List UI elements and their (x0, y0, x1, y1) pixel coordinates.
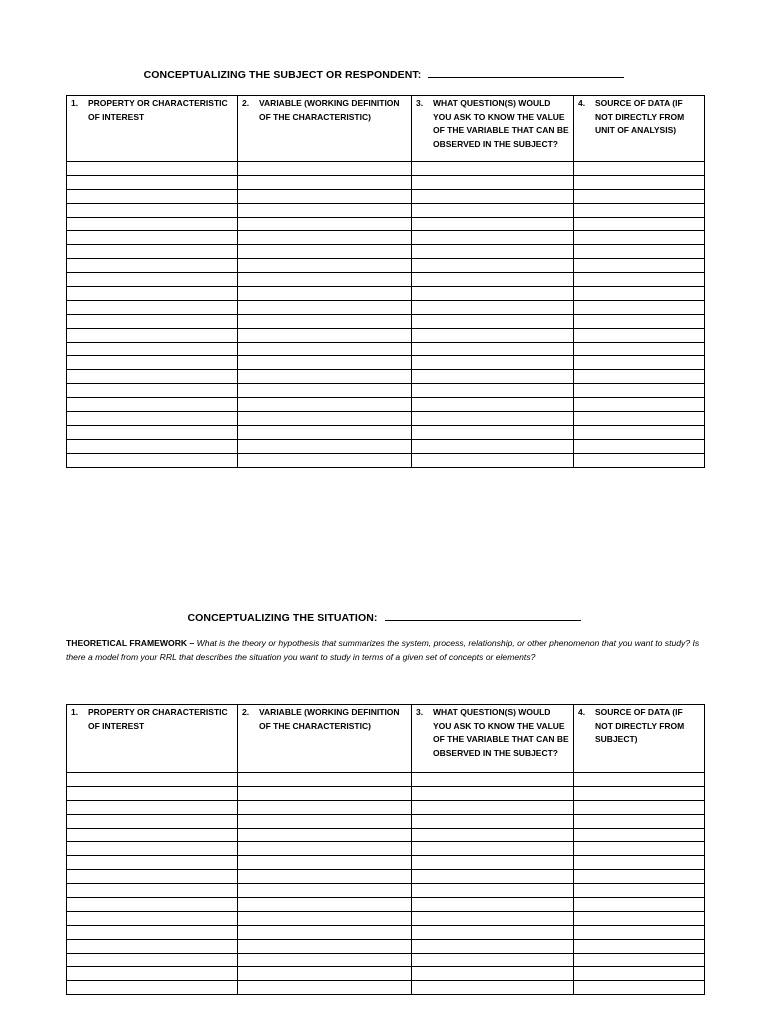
framework-label: THEORETICAL FRAMEWORK – (66, 638, 195, 648)
table-cell[interactable] (412, 773, 574, 787)
table-cell[interactable] (412, 162, 574, 176)
framework-text: What is the theory or hypothesis that summarizes the system, process, relationship, or other phenomenon that you want to study? Is there a model from your RRL that describes the situation you want to study in terms of a given set of concepts or elements? (66, 638, 700, 662)
table-cell[interactable] (67, 842, 238, 856)
table-row (67, 231, 705, 245)
table-cell[interactable] (67, 800, 238, 814)
table-cell[interactable] (412, 800, 574, 814)
table-cell[interactable] (412, 273, 574, 287)
table-cell[interactable] (412, 175, 574, 189)
table-cell[interactable] (67, 217, 238, 231)
table-cell[interactable] (238, 356, 412, 370)
table-row (67, 939, 705, 953)
table-cell[interactable] (574, 300, 705, 314)
table-cell[interactable] (238, 453, 412, 467)
table-row (67, 300, 705, 314)
table-cell[interactable] (238, 162, 412, 176)
table-cell[interactable] (412, 439, 574, 453)
table-cell[interactable] (67, 203, 238, 217)
table-cell[interactable] (412, 384, 574, 398)
table-cell[interactable] (238, 981, 412, 995)
table-cell[interactable] (238, 898, 412, 912)
table-cell[interactable] (238, 259, 412, 273)
table-cell[interactable] (574, 828, 705, 842)
table-row (67, 370, 705, 384)
table-cell[interactable] (412, 884, 574, 898)
table-cell[interactable] (238, 870, 412, 884)
table-cell[interactable] (412, 911, 574, 925)
table-cell[interactable] (67, 953, 238, 967)
table-cell[interactable] (412, 342, 574, 356)
table-body (67, 162, 705, 468)
table-row (67, 856, 705, 870)
table-cell[interactable] (574, 370, 705, 384)
table-cell[interactable] (67, 412, 238, 426)
table-cell[interactable] (238, 439, 412, 453)
table-cell[interactable] (574, 800, 705, 814)
table-cell[interactable] (238, 856, 412, 870)
table-row (67, 842, 705, 856)
table-cell[interactable] (238, 842, 412, 856)
table-row (67, 398, 705, 412)
table-row (67, 425, 705, 439)
table-cell[interactable] (238, 828, 412, 842)
situation-variables-table (66, 704, 705, 995)
table-cell[interactable] (574, 273, 705, 287)
table-cell[interactable] (574, 398, 705, 412)
table-cell[interactable] (412, 898, 574, 912)
table-cell[interactable] (238, 328, 412, 342)
table-cell[interactable] (412, 925, 574, 939)
table-cell[interactable] (238, 384, 412, 398)
table-cell[interactable] (412, 814, 574, 828)
table-cell[interactable] (412, 300, 574, 314)
table-cell[interactable] (574, 412, 705, 426)
table-cell[interactable] (574, 328, 705, 342)
table-cell[interactable] (67, 231, 238, 245)
table-cell[interactable] (238, 398, 412, 412)
table-cell[interactable] (574, 842, 705, 856)
section1-heading (0, 67, 768, 81)
situation-blank-line[interactable] (385, 610, 581, 621)
table-row (67, 384, 705, 398)
section2-title: CONCEPTUALIZING THE SITUATION: (187, 612, 378, 624)
table-cell[interactable] (238, 300, 412, 314)
table-row (67, 245, 705, 259)
table-cell[interactable] (67, 384, 238, 398)
table-cell[interactable] (412, 953, 574, 967)
table-cell[interactable] (574, 259, 705, 273)
table-row (67, 925, 705, 939)
table-cell[interactable] (574, 856, 705, 870)
table-cell[interactable] (574, 162, 705, 176)
table-cell[interactable] (238, 217, 412, 231)
table-row (67, 175, 705, 189)
table-cell[interactable] (574, 189, 705, 203)
table-row (67, 287, 705, 301)
table-cell[interactable] (67, 856, 238, 870)
table-cell[interactable] (238, 342, 412, 356)
table-cell[interactable] (412, 356, 574, 370)
table-cell[interactable] (574, 939, 705, 953)
table-cell[interactable] (574, 314, 705, 328)
table-row (67, 884, 705, 898)
table-cell[interactable] (238, 773, 412, 787)
table-cell[interactable] (67, 828, 238, 842)
table-cell[interactable] (67, 870, 238, 884)
theoretical-framework-paragraph (66, 637, 706, 664)
table-row (67, 786, 705, 800)
column-header-variable: 2. VARIABLE (WORKING DEFINITION OF THE CHARACTERISTIC) (238, 96, 412, 162)
table-row (67, 814, 705, 828)
table-cell[interactable] (574, 981, 705, 995)
table-cell[interactable] (574, 898, 705, 912)
table-cell[interactable] (574, 925, 705, 939)
table-cell[interactable] (67, 356, 238, 370)
table-row (67, 967, 705, 981)
table-cell[interactable] (67, 273, 238, 287)
table-row (67, 328, 705, 342)
table-cell[interactable] (412, 189, 574, 203)
table-cell[interactable] (412, 412, 574, 426)
table-cell[interactable] (67, 189, 238, 203)
table-cell[interactable] (574, 453, 705, 467)
table-cell[interactable] (67, 884, 238, 898)
table-cell[interactable] (412, 967, 574, 981)
table-cell[interactable] (67, 967, 238, 981)
table-cell[interactable] (574, 814, 705, 828)
column-header-property: 1. PROPERTY OR CHARACTERISTIC OF INTEREST (67, 705, 238, 773)
table-cell[interactable] (238, 273, 412, 287)
table-cell[interactable] (238, 203, 412, 217)
table-header-row (67, 96, 705, 162)
table-row (67, 356, 705, 370)
table-cell[interactable] (412, 245, 574, 259)
table-cell[interactable] (412, 870, 574, 884)
table-cell[interactable] (67, 453, 238, 467)
table-header-row (67, 705, 705, 773)
table-cell[interactable] (574, 967, 705, 981)
table-cell[interactable] (412, 453, 574, 467)
table-cell[interactable] (412, 217, 574, 231)
table-cell[interactable] (238, 911, 412, 925)
table-cell[interactable] (574, 231, 705, 245)
table-cell[interactable] (67, 300, 238, 314)
column-header-source: 4. SOURCE OF DATA (IF NOT DIRECTLY FROM SUBJECT) (574, 705, 705, 773)
table-cell[interactable] (238, 939, 412, 953)
table-cell[interactable] (67, 259, 238, 273)
table-cell[interactable] (412, 856, 574, 870)
section2-heading (0, 610, 768, 624)
table-cell[interactable] (67, 981, 238, 995)
table-cell[interactable] (574, 175, 705, 189)
table-cell[interactable] (574, 953, 705, 967)
table-cell[interactable] (238, 370, 412, 384)
table-cell[interactable] (412, 828, 574, 842)
table-row (67, 870, 705, 884)
table-row (67, 189, 705, 203)
subject-variables-table (66, 95, 705, 468)
respondent-blank-line[interactable] (428, 67, 624, 78)
table-cell[interactable] (412, 786, 574, 800)
table-cell[interactable] (238, 189, 412, 203)
table-row (67, 911, 705, 925)
table-cell[interactable] (238, 786, 412, 800)
table-cell[interactable] (238, 814, 412, 828)
table-cell[interactable] (412, 203, 574, 217)
table-cell[interactable] (238, 425, 412, 439)
table-cell[interactable] (574, 384, 705, 398)
table-row (67, 259, 705, 273)
table-cell[interactable] (574, 217, 705, 231)
table-cell[interactable] (574, 356, 705, 370)
table-cell[interactable] (67, 425, 238, 439)
table-cell[interactable] (574, 342, 705, 356)
table-row (67, 773, 705, 787)
table-cell[interactable] (412, 981, 574, 995)
table-row (67, 203, 705, 217)
table-cell[interactable] (238, 412, 412, 426)
table-row (67, 800, 705, 814)
table-cell[interactable] (574, 786, 705, 800)
table-row (67, 342, 705, 356)
table-cell[interactable] (574, 911, 705, 925)
column-header-property: 1. PROPERTY OR CHARACTERISTIC OF INTEREST (67, 96, 238, 162)
table-cell[interactable] (238, 967, 412, 981)
table-cell[interactable] (67, 814, 238, 828)
table-cell[interactable] (412, 259, 574, 273)
table-cell[interactable] (574, 773, 705, 787)
table-cell[interactable] (574, 425, 705, 439)
table-cell[interactable] (412, 231, 574, 245)
table-cell[interactable] (574, 884, 705, 898)
table-cell[interactable] (67, 939, 238, 953)
table-cell[interactable] (412, 398, 574, 412)
table-cell[interactable] (238, 925, 412, 939)
table-row (67, 981, 705, 995)
table-cell[interactable] (67, 398, 238, 412)
table-cell[interactable] (574, 245, 705, 259)
table-cell[interactable] (412, 939, 574, 953)
section1-title: CONCEPTUALIZING THE SUBJECT OR RESPONDENT: (143, 69, 422, 81)
table-cell[interactable] (67, 773, 238, 787)
table-row (67, 453, 705, 467)
table-cell[interactable] (238, 884, 412, 898)
table-row (67, 898, 705, 912)
table-body (67, 773, 705, 995)
table-cell[interactable] (238, 245, 412, 259)
table-cell[interactable] (412, 287, 574, 301)
table-cell[interactable] (574, 870, 705, 884)
column-header-variable: 2. VARIABLE (WORKING DEFINITION OF THE CHARACTERISTIC) (238, 705, 412, 773)
table-cell[interactable] (238, 231, 412, 245)
table-cell[interactable] (238, 175, 412, 189)
table-cell[interactable] (67, 175, 238, 189)
table-cell[interactable] (412, 425, 574, 439)
table-row (67, 828, 705, 842)
table-cell[interactable] (574, 287, 705, 301)
table-cell[interactable] (67, 328, 238, 342)
table-row (67, 439, 705, 453)
table-cell[interactable] (67, 370, 238, 384)
table-cell[interactable] (574, 203, 705, 217)
table-row (67, 314, 705, 328)
column-header-question: 3. WHAT QUESTION(S) WOULD YOU ASK TO KNOW THE VALUE OF THE VARIABLE THAT CAN BE OBSERVED IN THE SUBJECT? (412, 705, 574, 773)
column-header-source: 4. SOURCE OF DATA (IF NOT DIRECTLY FROM UNIT OF ANALYSIS) (574, 96, 705, 162)
table-cell[interactable] (574, 439, 705, 453)
table-cell[interactable] (67, 287, 238, 301)
table-row (67, 953, 705, 967)
table-row (67, 273, 705, 287)
table-cell[interactable] (67, 786, 238, 800)
table-cell[interactable] (67, 162, 238, 176)
table-cell[interactable] (67, 898, 238, 912)
table-cell[interactable] (238, 800, 412, 814)
table-cell[interactable] (67, 314, 238, 328)
table-row (67, 217, 705, 231)
table-cell[interactable] (67, 925, 238, 939)
table-cell[interactable] (67, 439, 238, 453)
table-cell[interactable] (412, 842, 574, 856)
table-cell[interactable] (67, 342, 238, 356)
table-row (67, 162, 705, 176)
table-cell[interactable] (67, 911, 238, 925)
table-cell[interactable] (412, 314, 574, 328)
table-cell[interactable] (238, 287, 412, 301)
table-cell[interactable] (412, 370, 574, 384)
column-header-question: 3. WHAT QUESTION(S) WOULD YOU ASK TO KNOW THE VALUE OF THE VARIABLE THAT CAN BE OBSERVED IN THE SUBJECT? (412, 96, 574, 162)
table-cell[interactable] (238, 314, 412, 328)
table-cell[interactable] (412, 328, 574, 342)
table-cell[interactable] (67, 245, 238, 259)
table-row (67, 412, 705, 426)
table-cell[interactable] (238, 953, 412, 967)
